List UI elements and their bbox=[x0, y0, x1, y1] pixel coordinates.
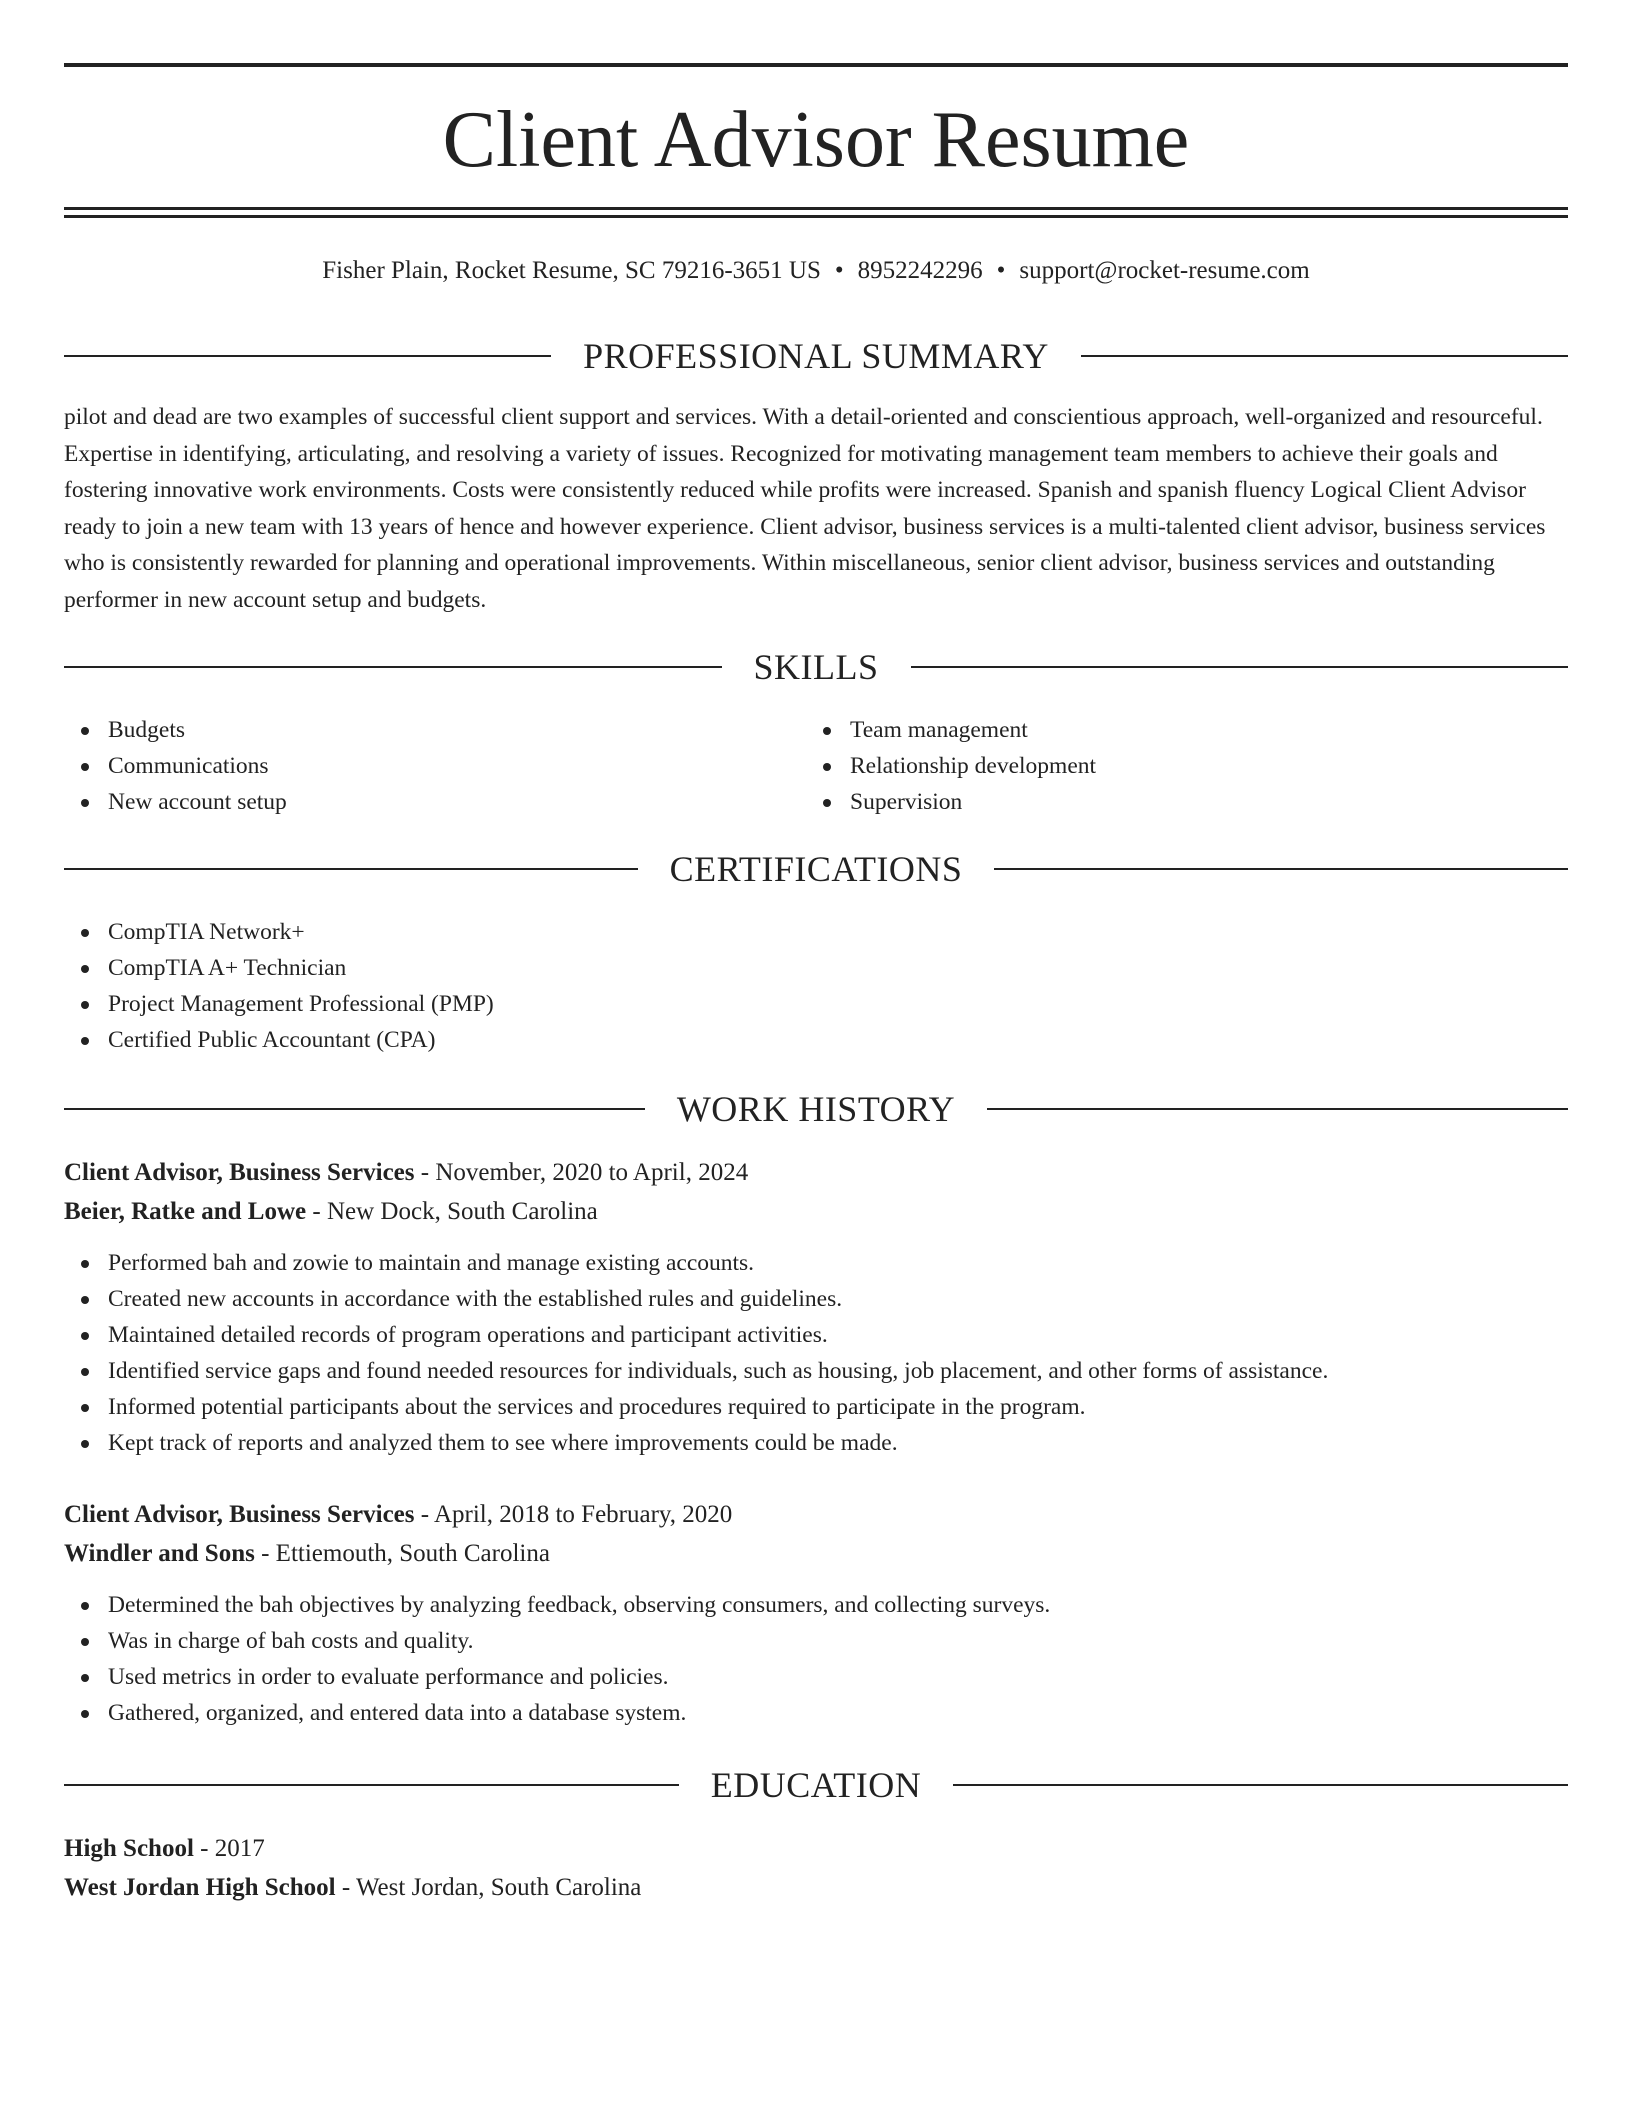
resume-title: Client Advisor Resume bbox=[442, 96, 1190, 184]
skills-heading-label: SKILLS bbox=[753, 647, 879, 687]
job-title: Client Advisor, Business Services bbox=[64, 1501, 415, 1528]
heading-rule-right bbox=[994, 868, 1568, 870]
title-rule-upper bbox=[64, 207, 1568, 210]
skill-item: Relationship development bbox=[806, 748, 1506, 784]
education-school: West Jordan High School bbox=[64, 1873, 336, 1901]
education-school-line bbox=[64, 1869, 1568, 1908]
job-duty: Used metrics in order to evaluate performance and policies. bbox=[64, 1659, 1568, 1695]
job-duties-list bbox=[64, 1245, 1568, 1461]
job-duty: Kept track of reports and analyzed them to see where improvements could be made. bbox=[64, 1425, 1568, 1461]
job-duty: Performed bah and zowie to maintain and manage existing accounts. bbox=[64, 1245, 1568, 1281]
certifications-block bbox=[64, 914, 1064, 1058]
job-duty: Determined the bah objectives by analyzing feedback, observing consumers, and collecting surveys. bbox=[64, 1587, 1568, 1623]
certification-item: CompTIA Network+ bbox=[64, 914, 1064, 950]
skill-item: Supervision bbox=[806, 784, 1506, 820]
job-company-line bbox=[64, 1193, 1568, 1232]
certifications-heading bbox=[64, 847, 1568, 891]
skills-heading bbox=[64, 645, 1568, 689]
contact-email: support@rocket-resume.com bbox=[1019, 257, 1310, 284]
work-history-heading bbox=[64, 1087, 1568, 1131]
job-duty: Gathered, organized, and entered data into a database system. bbox=[64, 1695, 1568, 1731]
heading-rule-right bbox=[1081, 355, 1568, 357]
job-duty: Maintained detailed records of program operations and participant activities. bbox=[64, 1317, 1568, 1353]
summary-text: pilot and dead are two examples of successful client support and services. With a detail-oriented and conscientious approach, well-organized and resourceful. Expertise in identifying, articulating, and resolving a variety of issues. Recognized for motivating management team members to achieve their goals and fostering innovative work environments. Costs were consistently reduced while profits were increased. Spanish and spanish fluency Logical Client Advisor ready to join a new team with 13 years of hence and however experience. Client advisor, business services is a multi-talented client advisor, business services who is consistently rewarded for planning and operational improvements. Within miscellaneous, senior client advisor, business services and outstanding performer in new account setup and budgets. bbox=[64, 404, 1546, 613]
job-company: Beier, Ratke and Lowe bbox=[64, 1197, 307, 1225]
job-entry bbox=[64, 1496, 1568, 1731]
job-company-line bbox=[64, 1535, 1568, 1574]
heading-rule-left bbox=[64, 1108, 645, 1110]
heading-rule-left bbox=[64, 868, 638, 870]
heading-rule-right bbox=[987, 1108, 1568, 1110]
education-degree-line bbox=[64, 1830, 1568, 1869]
heading-rule-left bbox=[64, 355, 551, 357]
job-company: Windler and Sons bbox=[64, 1539, 255, 1567]
heading-rule-right bbox=[953, 1784, 1568, 1786]
job-title-line bbox=[64, 1496, 1568, 1535]
top-rule bbox=[64, 63, 1568, 67]
contact-address: Fisher Plain, Rocket Resume, SC 79216-3651 US bbox=[322, 257, 821, 284]
job-dates: - April, 2018 to February, 2020 bbox=[414, 1501, 733, 1528]
education-degree: High School bbox=[64, 1835, 194, 1862]
job-entry bbox=[64, 1154, 1568, 1461]
certification-item: CompTIA A+ Technician bbox=[64, 950, 1064, 986]
certifications-list bbox=[64, 914, 1064, 1058]
job-location: - New Dock, South Carolina bbox=[306, 1197, 598, 1225]
certification-item: Certified Public Accountant (CPA) bbox=[64, 1022, 1064, 1058]
skill-item: Budgets bbox=[64, 712, 764, 748]
certifications-heading-label: CERTIFICATIONS bbox=[669, 849, 963, 889]
education-heading-label: EDUCATION bbox=[710, 1765, 922, 1805]
contact-info bbox=[64, 254, 1568, 288]
job-dates: - November, 2020 to April, 2024 bbox=[414, 1159, 749, 1186]
summary-heading bbox=[64, 334, 1568, 378]
heading-rule-left bbox=[64, 1784, 679, 1786]
contact-phone: 8952242296 bbox=[857, 257, 983, 284]
job-duty: Informed potential participants about the services and procedures required to participate in the program. bbox=[64, 1389, 1568, 1425]
job-duty: Created new accounts in accordance with the established rules and guidelines. bbox=[64, 1281, 1568, 1317]
work-history-heading-label: WORK HISTORY bbox=[676, 1089, 956, 1129]
job-title-line bbox=[64, 1154, 1568, 1193]
title-rule-lower bbox=[64, 215, 1568, 218]
job-title: Client Advisor, Business Services bbox=[64, 1159, 415, 1186]
summary-heading-label: PROFESSIONAL SUMMARY bbox=[583, 336, 1049, 376]
skills-list-left bbox=[64, 712, 764, 820]
education-entry bbox=[64, 1830, 1568, 1907]
job-duty: Was in charge of bah costs and quality. bbox=[64, 1623, 1568, 1659]
job-duty: Identified service gaps and found needed resources for individuals, such as housing, job placement, and other forms of assistance. bbox=[64, 1353, 1568, 1389]
education-location: - West Jordan, South Carolina bbox=[335, 1873, 642, 1901]
job-duties-list bbox=[64, 1587, 1568, 1731]
skills-list-right bbox=[806, 712, 1506, 820]
skills-column-left bbox=[64, 712, 764, 820]
skill-item: New account setup bbox=[64, 784, 764, 820]
skill-item: Team management bbox=[806, 712, 1506, 748]
skills-column-right bbox=[806, 712, 1506, 820]
contact-separator: • bbox=[996, 257, 1006, 284]
contact-separator: • bbox=[834, 257, 844, 284]
heading-rule-left bbox=[64, 666, 722, 668]
heading-rule-right bbox=[911, 666, 1569, 668]
job-location: - Ettiemouth, South Carolina bbox=[254, 1539, 550, 1567]
education-year: - 2017 bbox=[193, 1835, 265, 1862]
skill-item: Communications bbox=[64, 748, 764, 784]
education-heading bbox=[64, 1763, 1568, 1807]
certification-item: Project Management Professional (PMP) bbox=[64, 986, 1064, 1022]
